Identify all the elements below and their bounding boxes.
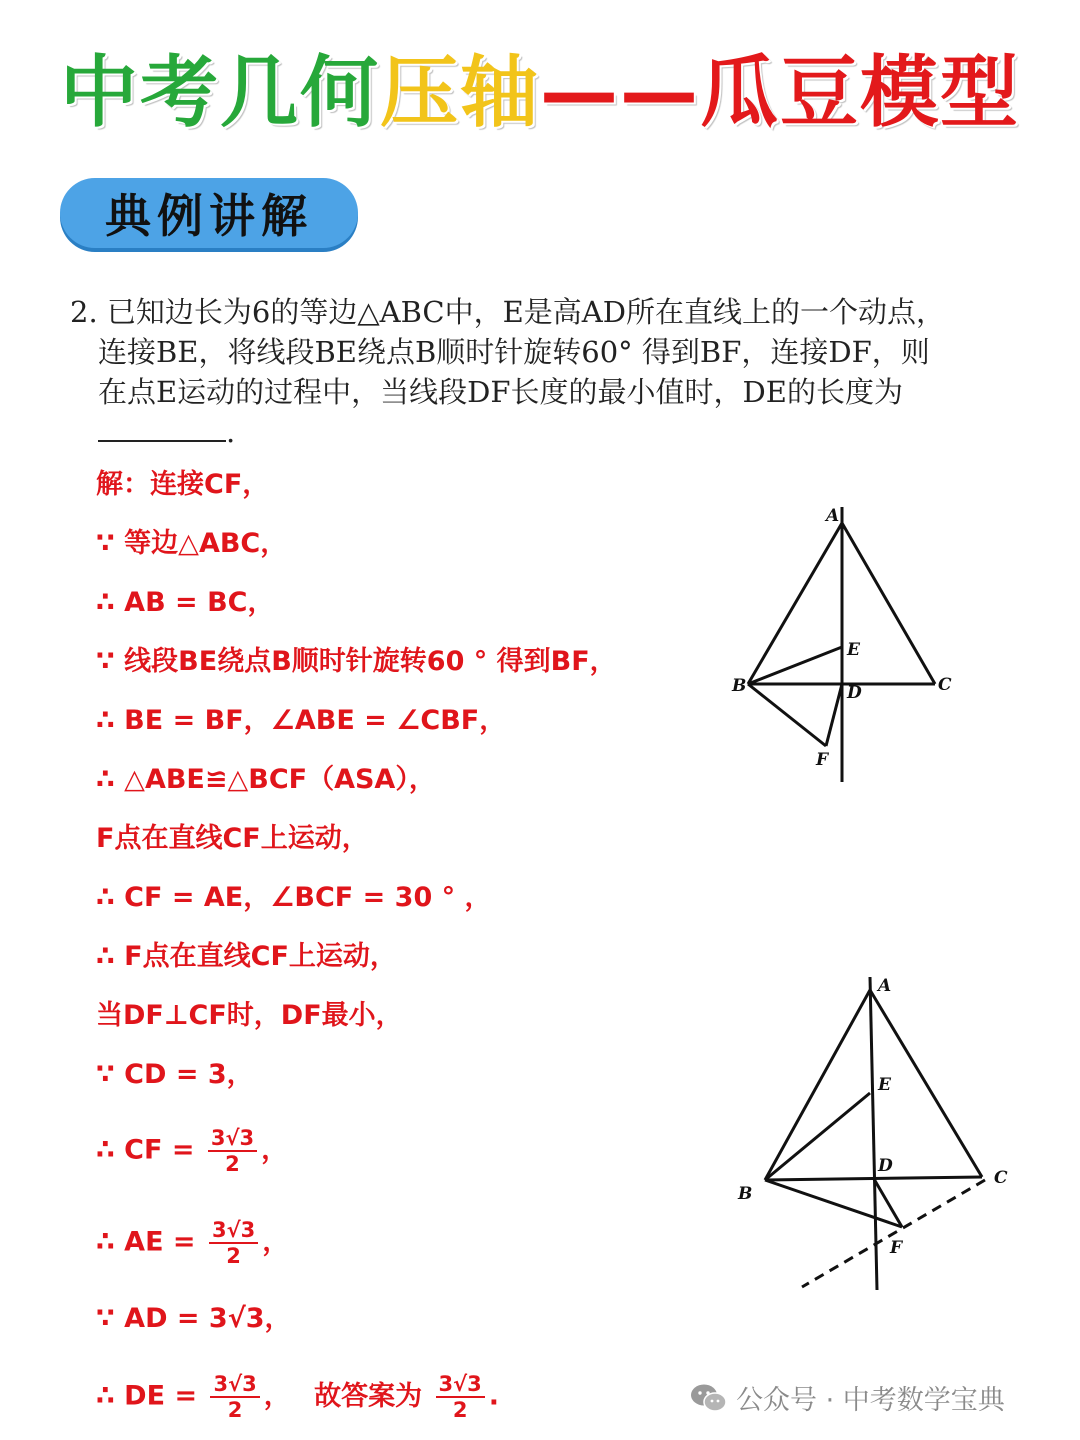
solution-line: ∵ 线段BE绕点B顺时针旋转60 ° 得到BF， (96, 646, 617, 677)
title-part-green: 中考几何 (59, 48, 380, 138)
problem-line-4 (70, 412, 1020, 452)
problem-statement (70, 292, 1020, 452)
title-part-yellow: 压轴 (379, 48, 540, 138)
problem-line-2: 连接BE，将线段BE绕点B顺时针旋转60° 得到BF，连接DF，则 (98, 335, 930, 369)
fraction-denominator: 2 (227, 1398, 243, 1422)
solution-line: 当DF⊥CF时，DF最小， (96, 1000, 403, 1031)
fraction (210, 1372, 259, 1422)
solution-line: ∴ CF = AE，∠BCF = 30 ° ， (96, 882, 492, 913)
dashed-line-cf (802, 1180, 985, 1287)
segment-be (765, 1093, 870, 1180)
problem-line-1: 2. 已知边长为6的等边△ABC中，E是高AD所在直线上的一个动点， (70, 295, 945, 329)
segment-ab (765, 990, 870, 1180)
comma: ， (263, 1380, 291, 1412)
label-d: D (847, 683, 862, 703)
problem-line-3: 在点E运动的过程中，当线段DF长度的最小值时，DE的长度为 (98, 375, 903, 409)
solution-line-cf (96, 1126, 288, 1176)
period: . (488, 1380, 500, 1412)
section-badge: 典例讲解 (60, 178, 358, 248)
ae-prefix: ∴ AE = (96, 1226, 196, 1258)
solution-line-de (96, 1372, 499, 1422)
segment-bf (765, 1180, 902, 1227)
label-a: A (878, 976, 892, 996)
label-f: F (890, 1238, 903, 1258)
footer-text: 公众号 · 中考数学宝典 (736, 1385, 1005, 1416)
comma: ， (262, 1226, 290, 1258)
label-f: F (816, 750, 829, 770)
fraction-numerator: 3√3 (210, 1372, 259, 1398)
de-prefix: ∴ DE = (96, 1380, 198, 1412)
solution-line: 解：连接CF， (96, 469, 270, 500)
answer-blank (98, 414, 226, 442)
label-e: E (878, 1075, 891, 1095)
footer-watermark (690, 1378, 1005, 1417)
fraction-numerator: 3√3 (436, 1372, 485, 1398)
fraction-denominator: 2 (225, 1152, 240, 1176)
fraction-denominator: 2 (452, 1398, 468, 1422)
fraction-numerator: 3√3 (209, 1218, 258, 1244)
segment-ab (748, 523, 842, 684)
label-d: D (878, 1156, 893, 1176)
solution-line: F点在直线CF上运动， (96, 823, 369, 854)
answer-text: 故答案为 (314, 1380, 423, 1412)
label-e: E (847, 640, 860, 660)
page-title (0, 30, 1080, 142)
solution-line: ∴ BE = BF，∠ABE = ∠CBF， (96, 705, 507, 736)
segment-df (826, 684, 842, 746)
solution-line: ∵ 等边△ABC， (96, 528, 288, 559)
title-part-red: ——瓜豆模型 (540, 48, 1021, 138)
solution-line: ∴ AB = BC， (96, 587, 275, 618)
fraction (208, 1126, 257, 1176)
fraction (436, 1372, 485, 1422)
solution-line-ae (96, 1218, 289, 1268)
segment-be (748, 647, 842, 684)
solution-line: ∴ F点在直线CF上运动， (96, 941, 397, 972)
label-b: B (732, 676, 747, 696)
cf-prefix: ∴ CF = (96, 1134, 195, 1166)
label-a: A (826, 506, 840, 526)
solution-line: ∵ AD = 3√3， (96, 1303, 292, 1334)
label-c: C (994, 1168, 1008, 1188)
wechat-icon (690, 1383, 728, 1413)
segment-bf (748, 684, 826, 746)
comma: ， (261, 1134, 289, 1166)
geometry-figure-2 (720, 965, 1040, 1295)
label-b: B (738, 1184, 753, 1204)
solution-line: ∴ △ABE≌△BCF（ASA）， (96, 764, 436, 795)
geometry-figure-1 (720, 495, 960, 795)
problem-line-4-end: . (226, 415, 236, 449)
fraction-denominator: 2 (226, 1244, 241, 1268)
label-c: C (938, 675, 952, 695)
fraction-numerator: 3√3 (208, 1126, 257, 1152)
fraction (209, 1218, 258, 1268)
solution-line: ∵ CD = 3， (96, 1059, 254, 1090)
